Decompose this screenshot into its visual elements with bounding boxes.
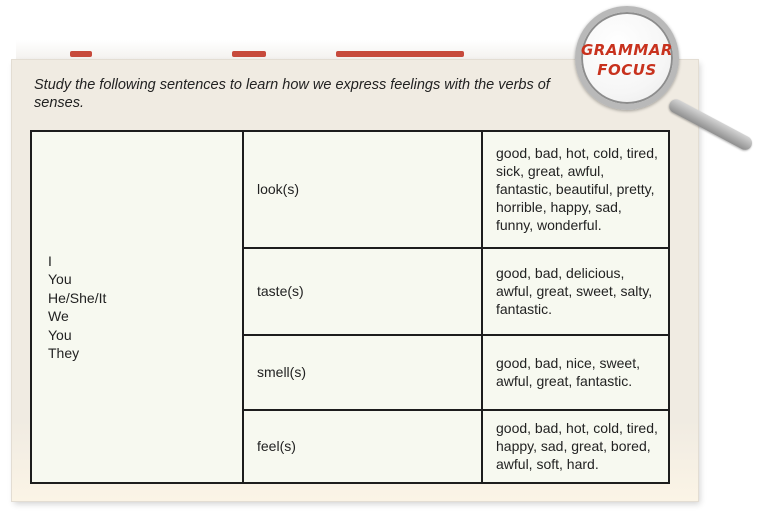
subject-item: We	[48, 308, 69, 324]
subjects-cell	[31, 131, 243, 483]
adjectives-cell: good, bad, hot, cold, tired, happy, sad, great, bored, awful, soft, hard.	[482, 410, 669, 483]
subject-item: I	[48, 252, 52, 269]
subject-item: You	[48, 326, 72, 343]
badge-line-2: FOCUS	[597, 61, 657, 79]
adjectives-cell: good, bad, hot, cold, tired, sick, great, awful, fantastic, beautiful, pretty, horrible, happy, sad, funny, wonderful.	[482, 131, 669, 248]
table-row	[31, 131, 669, 248]
verb-cell: smell(s)	[243, 335, 482, 409]
badge-line-1: GRAMMAR	[581, 41, 673, 59]
adjectives-cell: good, bad, delicious, awful, great, sweet, salty, fantastic.	[482, 248, 669, 335]
adjectives-cell: good, bad, nice, sweet, awful, great, fantastic.	[482, 335, 669, 409]
decorative-mark	[70, 51, 92, 57]
grammar-table	[30, 130, 670, 484]
decorative-mark	[232, 51, 266, 57]
subject-item: You	[48, 271, 72, 287]
grammar-focus-badge	[575, 40, 679, 80]
page-top-strip	[16, 40, 576, 60]
intro-text: Study the following sentences to learn how we express feelings with the verbs of senses.	[34, 77, 550, 111]
subject-item: He/She/It	[48, 289, 107, 306]
verb-cell: feel(s)	[243, 410, 482, 483]
verb-cell: look(s)	[243, 131, 482, 248]
verb-cell: taste(s)	[243, 248, 482, 335]
subject-item: They	[48, 345, 80, 361]
decorative-mark	[336, 51, 464, 57]
